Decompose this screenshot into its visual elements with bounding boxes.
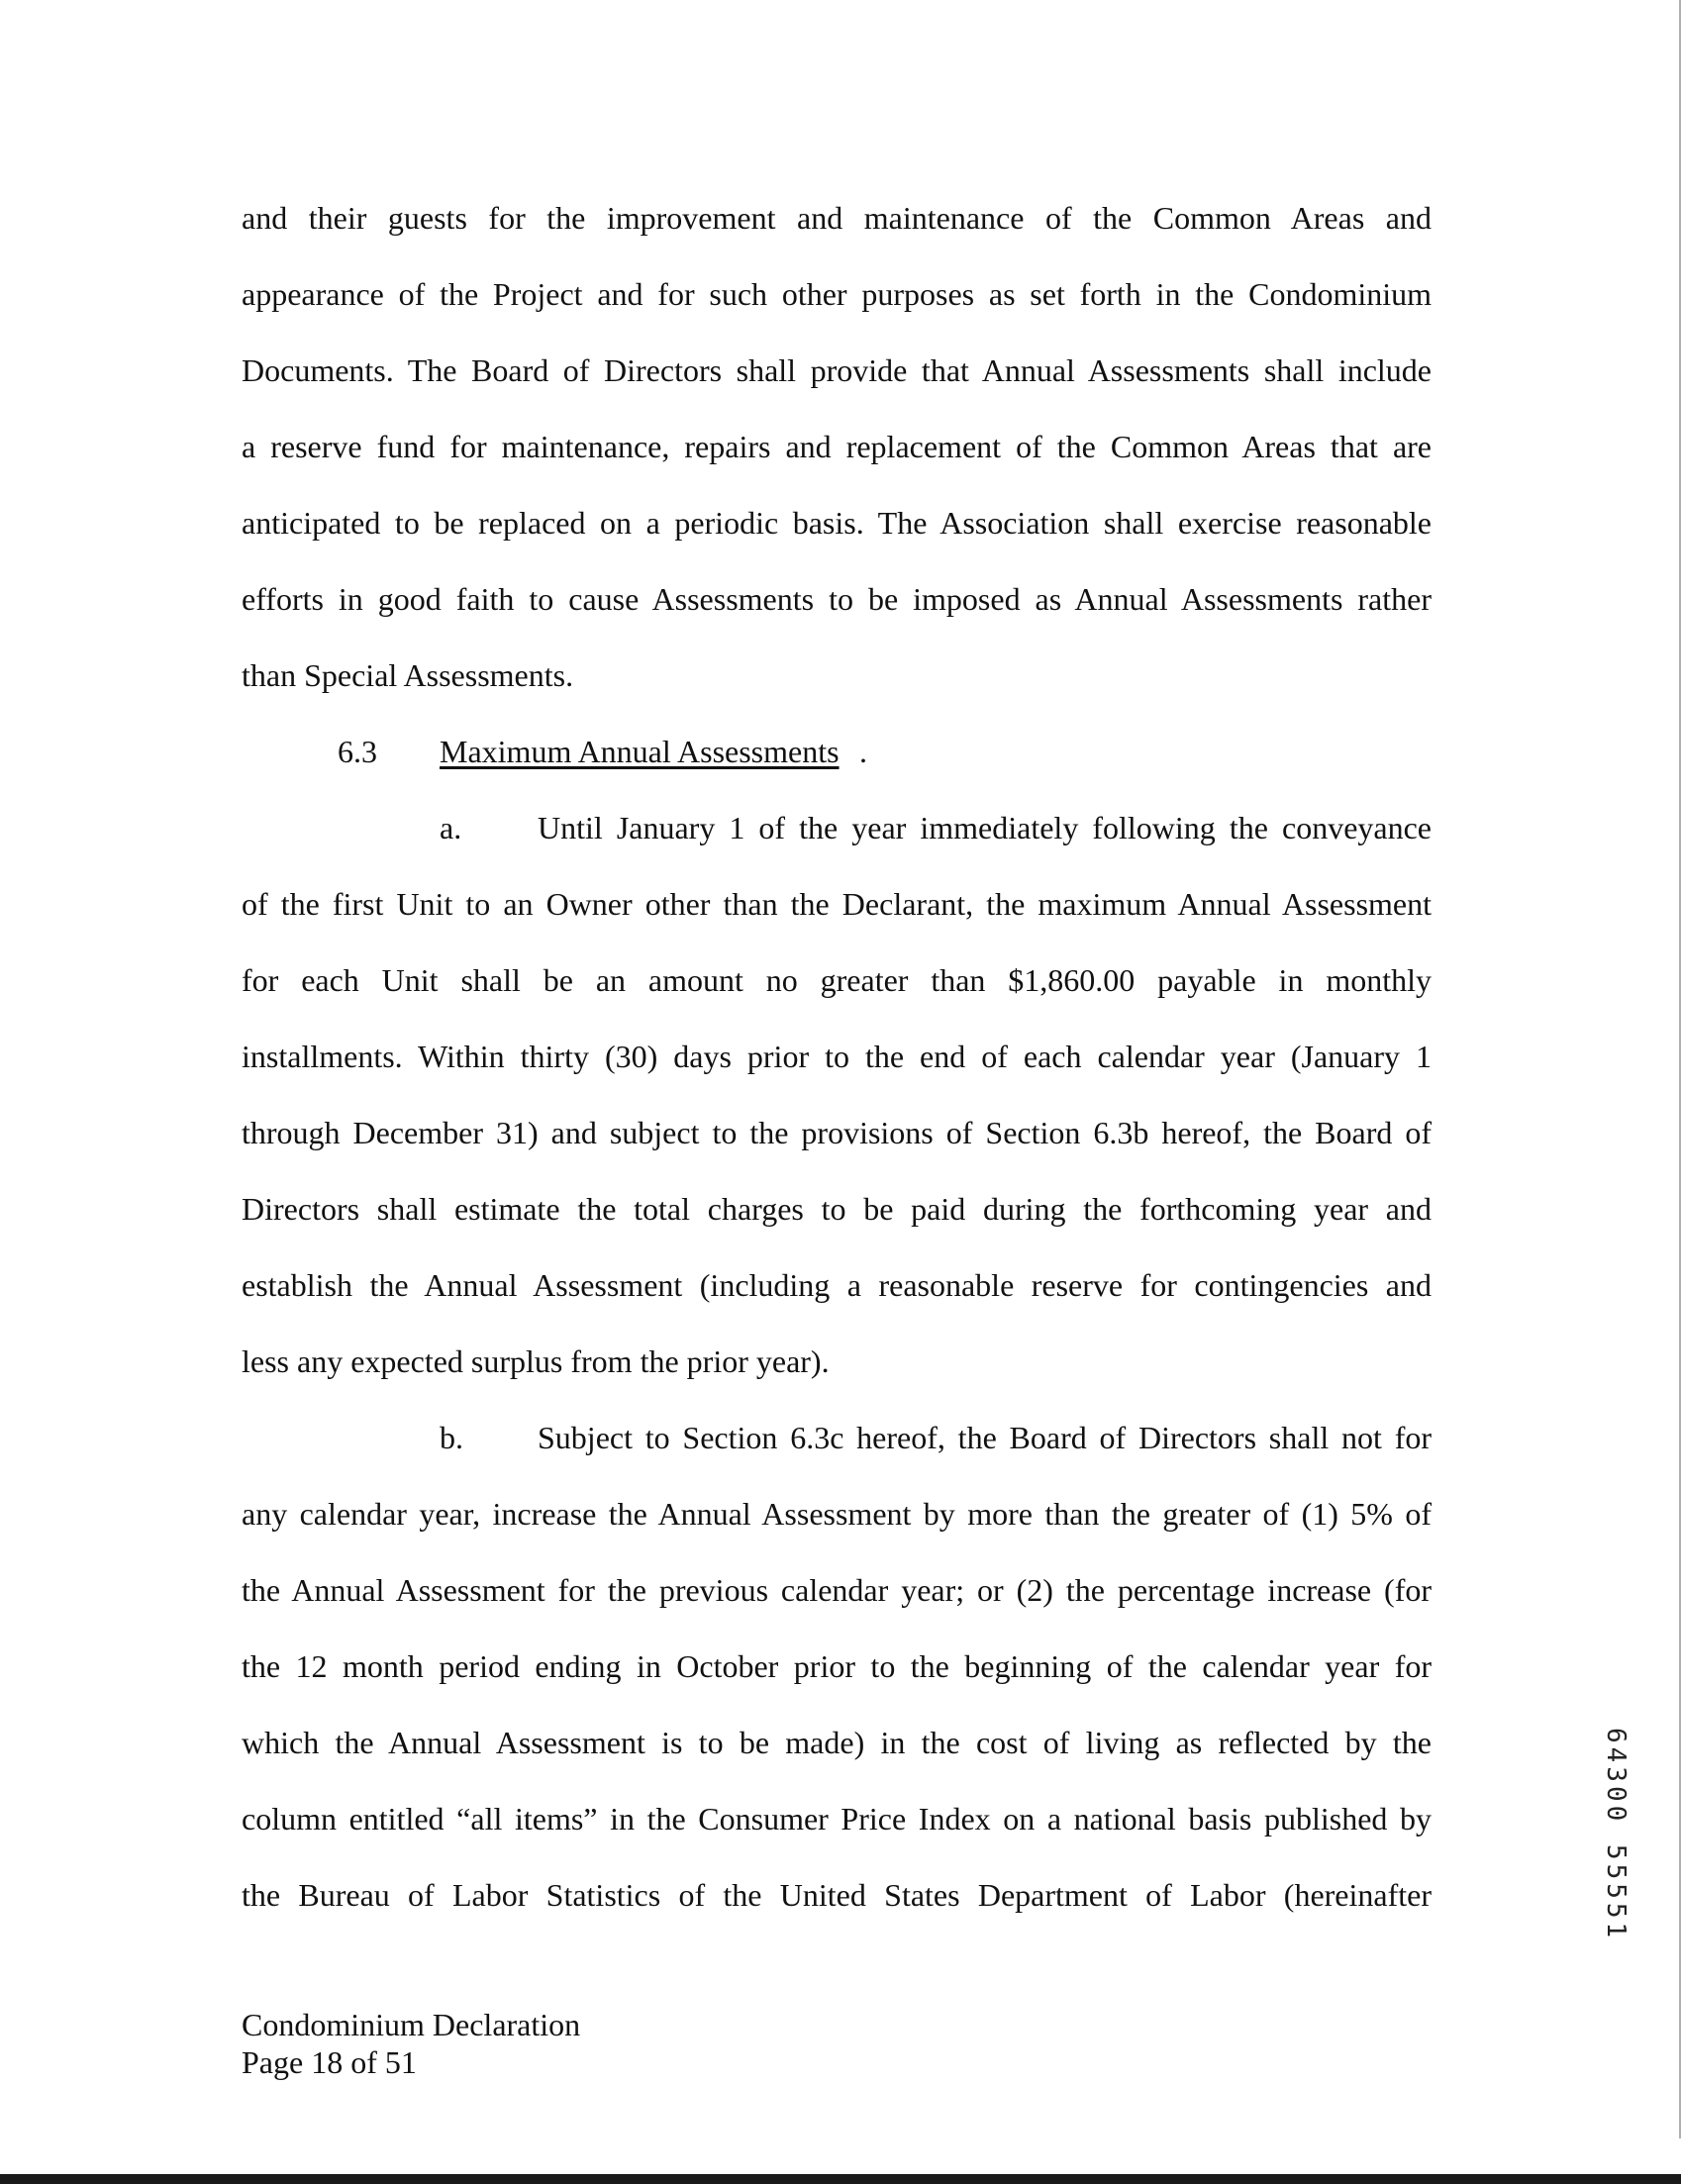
text-line: of the first Unit to an Owner other than the Declarant, the maximum Annual Assessment [242, 886, 1432, 922]
text-line: establish the Annual Assessment (including a reasonable reserve for contingencies and [242, 1267, 1432, 1303]
text-line: column entitled “all items” in the Consumer Price Index on a national basis published by [242, 1801, 1432, 1837]
text-line: and their guests for the improvement and maintenance of the Common Areas and [242, 200, 1432, 236]
text-line: Documents. The Board of Directors shall provide that Annual Assessments shall include [242, 352, 1432, 388]
text-line: efforts in good faith to cause Assessments to be imposed as Annual Assessments rather [242, 581, 1432, 617]
text-line: less any expected surplus from the prior year). [242, 1343, 830, 1379]
text-line: the Bureau of Labor Statistics of the United States Department of Labor (hereinafter [242, 1877, 1432, 1913]
text-line: for each Unit shall be an amount no greater than $1,860.00 payable in monthly [242, 962, 1432, 998]
text-line: any calendar year, increase the Annual Assessment by more than the greater of (1) 5% of [242, 1496, 1432, 1532]
section-title-period: . [859, 734, 867, 769]
text-line: Subject to Section 6.3c hereof, the Board of Directors shall not for [538, 1420, 1432, 1455]
bates-stamp [1589, 1728, 1648, 1942]
subsection-a-label: a. [440, 810, 462, 845]
text-line: Until January 1 of the year immediately following the conveyance [538, 810, 1432, 845]
text-line: appearance of the Project and for such other purposes as set forth in the Condominium [242, 276, 1432, 312]
text-line: which the Annual Assessment is to be made) in the cost of living as reflected by the [242, 1725, 1432, 1760]
section-title [440, 732, 840, 771]
text-line: than Special Assessments. [242, 657, 574, 693]
text-line: the 12 month period ending in October prior to the beginning of the calendar year for [242, 1648, 1432, 1684]
section-number: 6.3 [338, 734, 377, 769]
text-line: the Annual Assessment for the previous calendar year; or (2) the percentage increase (for [242, 1572, 1432, 1608]
footer-page-number: Page 18 of 51 [242, 2044, 417, 2080]
subsection-b-label: b. [440, 1420, 463, 1455]
section-title-text: Maximum Annual Assessments [440, 734, 840, 769]
text-line: installments. Within thirty (30) days prior to the end of each calendar year (January 1 [242, 1039, 1432, 1074]
text-line: a reserve fund for maintenance, repairs and replacement of the Common Areas that are [242, 429, 1432, 464]
bates-number: 64300 55551 [1601, 1728, 1631, 1942]
text-line: Directors shall estimate the total charges to be paid during the forthcoming year and [242, 1191, 1432, 1227]
text-line: through December 31) and subject to the provisions of Section 6.3b hereof, the Board of [242, 1115, 1432, 1150]
bottom-scan-edge [0, 2174, 1681, 2184]
text-line: anticipated to be replaced on a periodic basis. The Association shall exercise reasonable [242, 505, 1432, 541]
footer-document-title: Condominium Declaration [242, 2007, 581, 2042]
